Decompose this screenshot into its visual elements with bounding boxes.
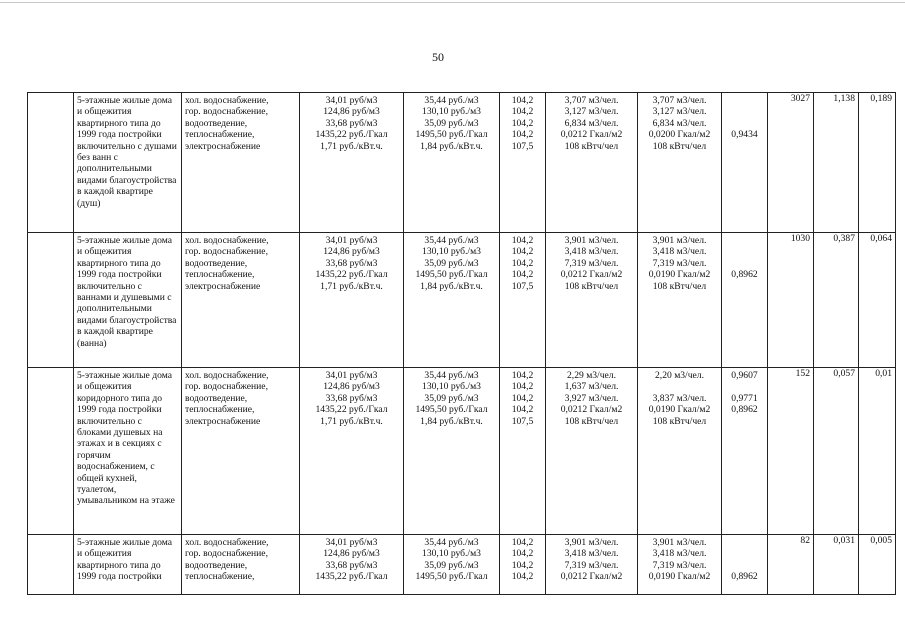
index-cell: 104,2 104,2 104,2 104,2 (500, 535, 546, 595)
index-cell: 104,2 104,2 104,2 104,2 107,5 (500, 368, 546, 535)
description-cell: 5-этажные жилые дома и общежития квартирного типа до 1999 года постройки (74, 535, 182, 595)
tariff-new-cell: 35,44 руб./м3 130,10 руб./м3 35,09 руб./м3 1495,50 руб./Гкал 1,84 руб./кВт.ч. (404, 233, 500, 368)
description-cell: 5-этажные жилые дома и общежития квартирного типа до 1999 года постройки включительно с ваннами и душевыми с дополнительными видами благоустройства в каждой квартире (ванна) (74, 233, 182, 368)
population-cell: 82 (768, 535, 814, 595)
table-row (28, 93, 896, 233)
row-index-cell (28, 93, 74, 233)
tariff-new-cell: 35,44 руб./м3 130,10 руб./м3 35,09 руб./м3 1495,50 руб./Гкал 1,84 руб./кВт.ч. (404, 368, 500, 535)
scan-edge (0, 2, 905, 13)
services-cell: хол. водоснабжение, гор. водоснабжение, водоотведение, теплоснабжение, электроснабжение (182, 368, 300, 535)
population-cell: 1030 (768, 233, 814, 368)
description-cell: 5-этажные жилые дома и общежития квартирного типа до 1999 года постройки включительно с душами без ванн с дополнительными видами благоустройства в каждой квартире (душ) (74, 93, 182, 233)
table-row (28, 233, 896, 368)
share1-cell: 0,057 (814, 368, 859, 535)
share1-cell: 1,138 (814, 93, 859, 233)
norm-old-cell: 3,901 м3/чел. 3,418 м3/чел. 7,319 м3/чел. 0,0212 Гкал/м2 108 кВтч/чел (546, 233, 638, 368)
services-cell: хол. водоснабжение, гор. водоснабжение, водоотведение, теплоснабжение, (182, 535, 300, 595)
row-index-cell (28, 233, 74, 368)
population-cell: 152 (768, 368, 814, 535)
share1-cell: 0,031 (814, 535, 859, 595)
services-cell: хол. водоснабжение, гор. водоснабжение, водоотведение, теплоснабжение, электроснабжение (182, 233, 300, 368)
population-cell: 3027 (768, 93, 814, 233)
coefficient-cell: 0,8962 (722, 233, 768, 368)
share2-cell: 0,189 (859, 93, 896, 233)
norm-old-cell: 3,901 м3/чел. 3,418 м3/чел. 7,319 м3/чел. 0,0212 Гкал/м2 (546, 535, 638, 595)
coefficient-cell: 0,8962 (722, 535, 768, 595)
index-cell: 104,2 104,2 104,2 104,2 107,5 (500, 93, 546, 233)
table-row (28, 535, 896, 595)
share1-cell: 0,387 (814, 233, 859, 368)
tariff-base-cell: 34,01 руб/м3 124,86 руб/м3 33,68 руб/м3 1435,22 руб./Гкал 1,71 руб./кВт.ч. (300, 368, 404, 535)
tariff-table (27, 92, 896, 595)
description-cell: 5-этажные жилые дома и общежития коридорного типа до 1999 года постройки включительно с блоками душевых на этажах и в секциях с горячим водоснабжением, с общей кухней, туалетом, умывальником на этаже (74, 368, 182, 535)
row-index-cell (28, 368, 74, 535)
index-cell: 104,2 104,2 104,2 104,2 107,5 (500, 233, 546, 368)
norm-new-cell: 3,707 м3/чел. 3,127 м3/чел. 6,834 м3/чел. 0,0200 Гкал/м2 108 кВтч/чел (638, 93, 722, 233)
page-number: 50 (432, 50, 444, 64)
tariff-base-cell: 34,01 руб/м3 124,86 руб/м3 33,68 руб/м3 1435,22 руб./Гкал 1,71 руб./кВт.ч. (300, 233, 404, 368)
share2-cell: 0,01 (859, 368, 896, 535)
tariff-base-cell: 34,01 руб/м3 124,86 руб/м3 33,68 руб/м3 1435,22 руб./Гкал (300, 535, 404, 595)
table-row (28, 368, 896, 535)
norm-new-cell: 3,901 м3/чел. 3,418 м3/чел. 7,319 м3/чел. 0,0190 Гкал/м2 (638, 535, 722, 595)
norm-new-cell: 3,901 м3/чел. 3,418 м3/чел. 7,319 м3/чел. 0,0190 Гкал/м2 108 кВтч/чел (638, 233, 722, 368)
tariff-new-cell: 35,44 руб./м3 130,10 руб./м3 35,09 руб./м3 1495,50 руб./Гкал (404, 535, 500, 595)
norm-old-cell: 3,707 м3/чел. 3,127 м3/чел. 6,834 м3/чел. 0,0212 Гкал/м2 108 кВтч/чел (546, 93, 638, 233)
norm-old-cell: 2,29 м3/чел. 1,637 м3/чел. 3,927 м3/чел. 0,0212 Гкал/м2 108 кВтч/чел (546, 368, 638, 535)
norm-new-cell: 2,20 м3/чел. 3,837 м3/чел. 0,0190 Гкал/м2 108 кВтч/чел (638, 368, 722, 535)
share2-cell: 0,064 (859, 233, 896, 368)
coefficient-cell: 0,9607 0,9771 0,8962 (722, 368, 768, 535)
tariff-base-cell: 34,01 руб/м3 124,86 руб/м3 33,68 руб/м3 1435,22 руб./Гкал 1,71 руб./кВт.ч. (300, 93, 404, 233)
tariff-new-cell: 35,44 руб./м3 130,10 руб./м3 35,09 руб./м3 1495,50 руб./Гкал 1,84 руб./кВт.ч. (404, 93, 500, 233)
services-cell: хол. водоснабжение, гор. водоснабжение, водоотведение, теплоснабжение, электроснабжение (182, 93, 300, 233)
row-index-cell (28, 535, 74, 595)
share2-cell: 0,005 (859, 535, 896, 595)
coefficient-cell: 0,9434 (722, 93, 768, 233)
